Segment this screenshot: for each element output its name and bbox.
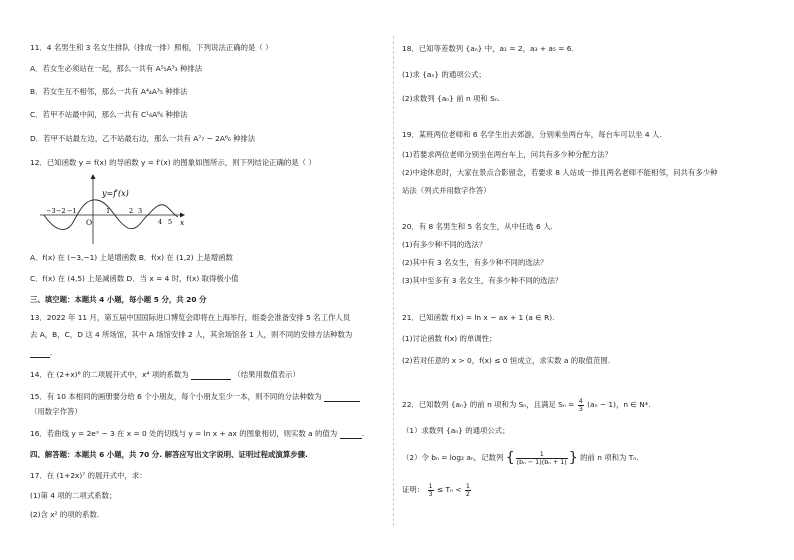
question-22-item-2-a: （2）令 bₙ = log₂ aₙ，记数列: [402, 453, 504, 462]
section-3-heading: 三、填空题：本题共 4 小题，每小题 5 分，共 20 分: [30, 295, 207, 304]
question-19-item-1: (1)若要求两位老师分别坐在两台车上，问共有多少种分配方法？: [402, 150, 613, 159]
question-18-stem: 18．已知等差数列 {aₙ} 中，a₁ = 2，a₃ + a₅ = 6.: [402, 44, 574, 53]
left-brace: {: [505, 450, 515, 466]
question-20-item-3: (3)其中至多有 3 名女生，有多少种不同的选法？: [402, 276, 563, 285]
graph-tick-label: 2: [129, 207, 134, 215]
question-11-option-d: D．若甲不站最左边，乙不站最右边，那么一共有 A⁷₇ − 2A⁶₆ 种排法: [30, 134, 256, 143]
question-17-item-1: (1)第 4 项的二项式系数；: [30, 491, 117, 500]
question-21-stem: 21．已知函数 f(x) = ln x − ax + 1 (a ∈ R).: [402, 313, 555, 322]
question-20-item-2: (2)其中有 3 名女生，有多少种不同的选法？: [402, 258, 548, 267]
question-20-item-1: (1)有多少种不同的选法？: [402, 240, 487, 249]
question-22-item-2-b: 的前 n 项和为 Tₙ.: [580, 453, 639, 462]
graph-x-axis-arrow: [180, 213, 185, 218]
question-12-stem: 12．已知函数 y = f(x) 的导函数 y = f′(x) 的图象如图所示，则下列结论正确的是（ ）: [30, 158, 316, 167]
question-22-item-2: [402, 448, 639, 468]
question-15-line-2: （用数字作答）: [30, 407, 82, 416]
graph-tick-label: 4: [158, 218, 163, 226]
answer-blank[interactable]: [324, 393, 360, 402]
question-15-line-1: [30, 392, 360, 402]
fraction-4-3: [578, 398, 584, 413]
question-11-stem: 11．4 名男生和 3 名女生排队（排成一排）照相，下列说法正确的是（ ）: [30, 43, 273, 52]
proof-inequality: ≤ Tₙ <: [436, 485, 462, 494]
fraction-denominator: 3: [578, 404, 583, 413]
graph-y-axis-arrow: [91, 174, 96, 179]
question-22-stem-b: (aₙ − 1)，n ∈ N*.: [587, 400, 651, 409]
proof-label: 证明：: [402, 485, 425, 494]
graph-tick-label: 3: [138, 207, 143, 215]
question-17-stem: 17．在 (1+2x)⁷ 的展开式中，求：: [30, 471, 147, 480]
question-13-period: .: [50, 348, 53, 357]
derivative-graph: [40, 172, 190, 248]
question-18-item-1: (1)求 {aₙ} 的通项公式；: [402, 70, 486, 79]
question-14: [30, 370, 300, 380]
graph-tick-label: −2: [56, 207, 66, 215]
question-19-item-2: (2)中途休息时，大家在景点合影留念，若要求 8 人站成一排且两名老师不能相邻，问共有多少种: [402, 168, 718, 177]
answer-blank[interactable]: [30, 348, 53, 358]
question-14-tail: （结果用数值表示）: [233, 370, 300, 379]
graph-x-label: x: [180, 218, 185, 227]
question-19-item-2-cont: 站法（列式并用数字作答）: [402, 186, 491, 195]
question-16-tail: .: [361, 429, 364, 438]
answer-blank[interactable]: [191, 371, 231, 380]
fraction-reciprocal: [516, 451, 568, 466]
section-4-heading: 四、解答题：本题共 6 小题，共 70 分. 解答应写出文字说明、证明过程或演算步骤.: [30, 450, 308, 459]
fraction-numerator: 1: [465, 481, 470, 490]
question-11-option-b: B．若女生互不相邻，那么一共有 A⁴₄A³₅ 种排法: [30, 87, 188, 96]
question-13-answer-line: [30, 348, 52, 358]
question-12-options-ab: A．f(x) 在 (−3,−1) 上是增函数 B．f(x) 在 (1,2) 上是增函数: [30, 253, 233, 262]
right-brace: }: [568, 450, 578, 466]
right-column: [402, 0, 774, 560]
question-11-option-a: A．若女生必须站在一起，那么一共有 A⁵₅A³₃ 种排法: [30, 64, 203, 73]
question-13-line-2: 去 A，B，C，D 这 4 所场馆，其中 A 场馆安排 2 人，其余场馆各 1 人，则不同的安排方法种数为: [30, 330, 353, 339]
question-14-text: 14．在 (2+x)⁶ 的二项展开式中，x⁴ 项的系数为: [30, 370, 189, 379]
question-19-stem: 19．某班两位老师和 6 名学生出去郊游，分别乘坐两台车，每台车可以坐 4 人.: [402, 130, 662, 139]
question-13-line-1: 13．2022 年 11 月，第五届中国国际进口博览会即将在上海举行，组委会准备安排 5 名工作人员: [30, 313, 351, 322]
fraction-numerator: 1: [428, 481, 433, 490]
question-21-item-1: (1)讨论函数 f(x) 的单调性；: [402, 334, 497, 343]
graph-tick-label: −3: [46, 207, 56, 215]
graph-origin-label: O: [86, 218, 93, 227]
fraction-one-third: [428, 483, 434, 498]
graph-tick-label: 1: [106, 207, 111, 215]
question-22-proof: [402, 480, 472, 500]
question-20-stem: 20．有 8 名男生和 5 名女生，从中任选 6 人.: [402, 222, 553, 231]
question-12-options-cd: C．f(x) 在 (4,5) 上是减函数 D．当 x = 4 时，f(x) 取得极小值: [30, 274, 239, 283]
question-15-text: 15．有 10 本相同的画册要分给 6 个小朋友，每个小朋友至少一本，则不同的分法种数为: [30, 392, 322, 401]
question-22-item-1: （1）求数列 {aₙ} 的通项公式；: [402, 426, 510, 435]
question-16: [30, 429, 364, 439]
question-18-item-2: (2)求数列 {aₙ} 前 n 项和 Sₙ.: [402, 94, 501, 103]
graph-tick-label: 5: [168, 218, 173, 226]
column-divider: [393, 36, 394, 526]
question-22-stem: [402, 396, 651, 414]
fraction-denominator: (bₙ − 1)(bₙ + 1): [516, 457, 567, 466]
fraction-numerator: 1: [516, 451, 568, 459]
question-21-item-2: (2)若对任意的 x > 0，f(x) ≤ 0 恒成立，求实数 a 的取值范围.: [402, 356, 611, 365]
question-16-text: 16．若曲线 y = 2eˣ − 3 在 x = 0 处的切线与 y = ln x + ax 的图象相切，则实数 a 的值为: [30, 429, 338, 438]
fraction-one-half: [465, 483, 471, 498]
fraction-denominator: 2: [465, 489, 470, 498]
fraction-numerator: 4: [578, 396, 583, 405]
graph-curve-label: y=f′(x): [102, 189, 129, 198]
question-22-stem-a: 22．已知数列 {aₙ} 的前 n 项和为 Sₙ，且满足 Sₙ =: [402, 400, 575, 409]
question-11-option-c: C．若甲不站最中间，那么一共有 C¹₆A⁶₆ 种排法: [30, 110, 188, 119]
left-column: [30, 0, 385, 560]
fraction-denominator: 3: [428, 489, 433, 498]
question-17-item-2: (2)含 x² 的项的系数.: [30, 510, 100, 519]
graph-tick-label: −1: [67, 207, 77, 215]
answer-blank[interactable]: [340, 430, 362, 439]
